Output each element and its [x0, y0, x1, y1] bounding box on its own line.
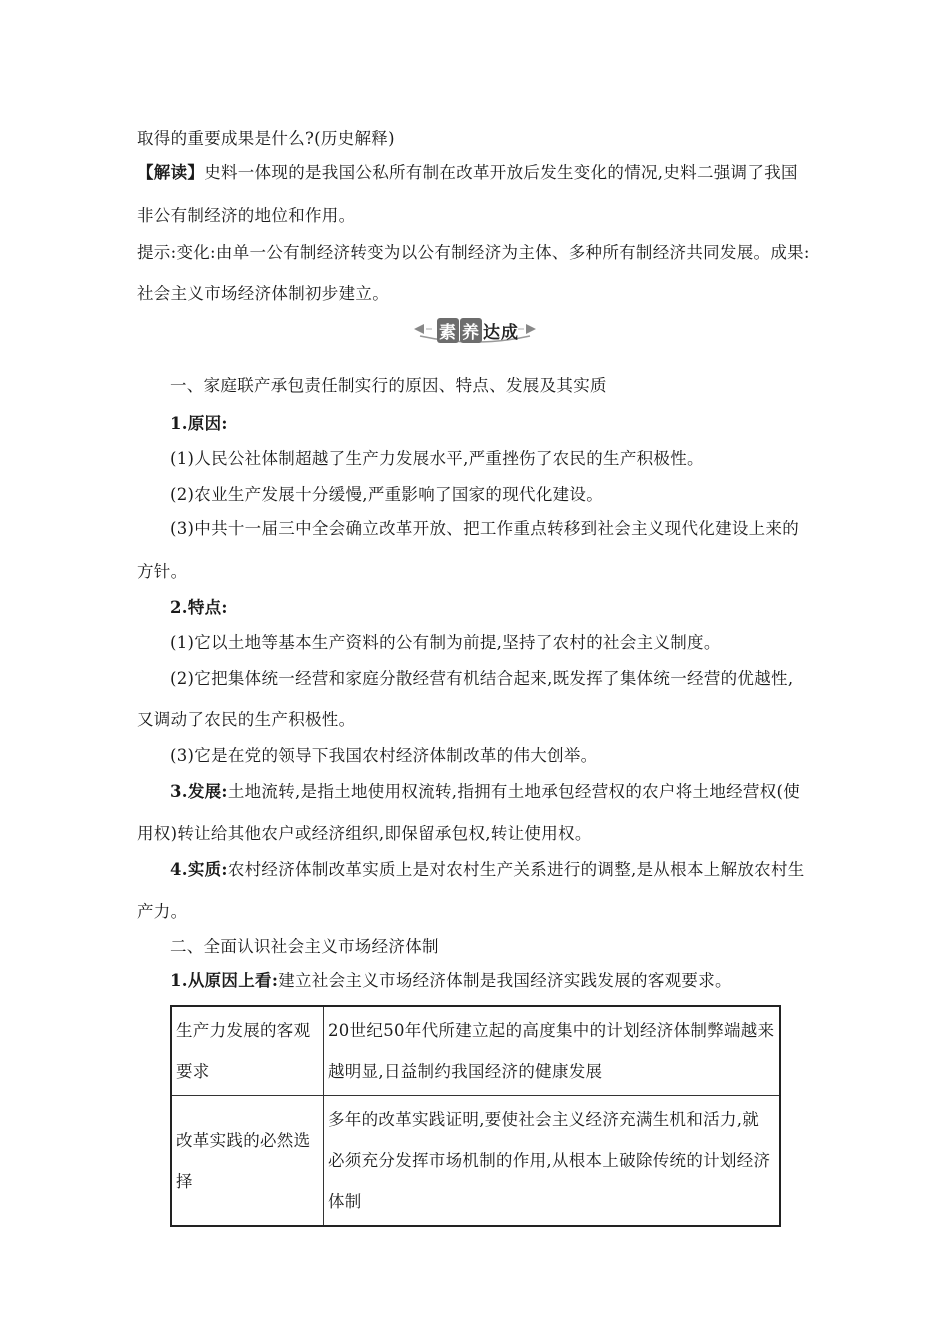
cause-title: 1.从原因上看: [170, 971, 279, 990]
development-line-1 [170, 781, 820, 803]
reason-item-3-line-2: 方针。 [137, 562, 188, 581]
table-row-content [324, 1096, 781, 1227]
row2-content-line-2: 必须充分发挥市场机制的作用,从根本上破除传统的计划经济 [328, 1151, 771, 1170]
essence-text-1: 农村经济体制改革实质上是对农村生产关系进行的调整,是从根本上解放农村生 [227, 860, 805, 879]
row2-label-line-2: 择 [176, 1171, 193, 1191]
interpretation-line-1 [137, 162, 817, 184]
feature-item-3: (3)它是在党的领导下我国农村经济体制改革的伟大创举。 [170, 746, 598, 765]
hint-line-1: 提示:变化:由单一公有制经济转变为以公有制经济为主体、多种所有制经济共同发展。成果: [137, 243, 810, 262]
row1-label-line-2: 要求 [176, 1062, 210, 1081]
reason-title: 1.原因: [170, 414, 228, 433]
feature-item-1: (1)它以土地等基本生产资料的公有制为前提,坚持了农村的社会主义制度。 [170, 633, 721, 652]
row2-content-line-1: 多年的改革实践证明,要使社会主义经济充满生机和活力,就 [328, 1110, 760, 1129]
essence-line-1 [170, 859, 820, 881]
feature-item-2-line-2: 又调动了农民的生产积极性。 [137, 710, 356, 729]
cause-line [170, 970, 820, 992]
reason-item-1: (1)人民公社体制超越了生产力发展水平,严重挫伤了农民的生产积极性。 [170, 449, 704, 468]
reason-item-3-line-1: (3)中共十一届三中全会确立改革开放、把工作重点转移到社会主义现代化建设上来的 [170, 519, 800, 538]
row2-content-line-3: 体制 [328, 1192, 362, 1211]
cause-text: 建立社会主义市场经济体制是我国经济实践发展的客观要求。 [278, 971, 732, 990]
row1-content-line-1: 20世纪50年代所建立起的高度集中的计划经济体制弊端越来 [328, 1021, 775, 1040]
hint-line-2: 社会主义市场经济体制初步建立。 [137, 284, 389, 303]
interpretation-line-2: 非公有制经济的地位和作用。 [137, 206, 356, 225]
feature-title: 2.特点: [170, 598, 228, 617]
table-row [171, 1096, 780, 1227]
feature-item-2-line-1: (2)它把集体统一经营和家庭分散经营有机结合起来,既发挥了集体统一经营的优越性, [170, 669, 794, 688]
table-row [171, 1006, 780, 1096]
reason-item-2: (2)农业生产发展十分缓慢,严重影响了国家的现代化建设。 [170, 485, 604, 504]
development-text-1: 土地流转,是指土地使用权流转,指拥有土地承包经营权的农户将土地经营权(使 [227, 782, 801, 801]
table-row-label [171, 1096, 324, 1227]
section2-heading: 二、全面认识社会主义市场经济体制 [170, 937, 439, 956]
badge-title [437, 318, 519, 343]
table-row-label [171, 1006, 324, 1096]
row1-content-line-2: 越明显,日益制约我国经济的健康发展 [328, 1062, 603, 1081]
section-badge [410, 314, 540, 344]
development-title: 3.发展: [170, 782, 228, 801]
interpretation-text-1: 史料一体现的是我国公私所有制在改革开放后发生变化的情况,史料二强调了我国 [204, 163, 798, 182]
row2-label-line-1: 改革实践的必然选 [176, 1130, 311, 1150]
development-line-2: 用权)转让给其他农户或经济组织,即保留承包权,转让使用权。 [137, 824, 592, 843]
interpretation-tag: 【解读】 [137, 163, 205, 182]
table-row-content [324, 1006, 781, 1096]
badge-char-1: 素 [437, 318, 459, 343]
essence-line-2: 产力。 [137, 902, 188, 921]
question-line: 取得的重要成果是什么?(历史解释) [137, 129, 395, 148]
badge-char-rest: 达成 [483, 323, 519, 343]
row1-label-line-1: 生产力发展的客观 [176, 1021, 311, 1040]
section1-heading: 一、家庭联产承包责任制实行的原因、特点、发展及其实质 [170, 376, 607, 395]
comparison-table [170, 1005, 781, 1227]
essence-title: 4.实质: [170, 860, 228, 879]
badge-char-2: 养 [460, 318, 482, 343]
